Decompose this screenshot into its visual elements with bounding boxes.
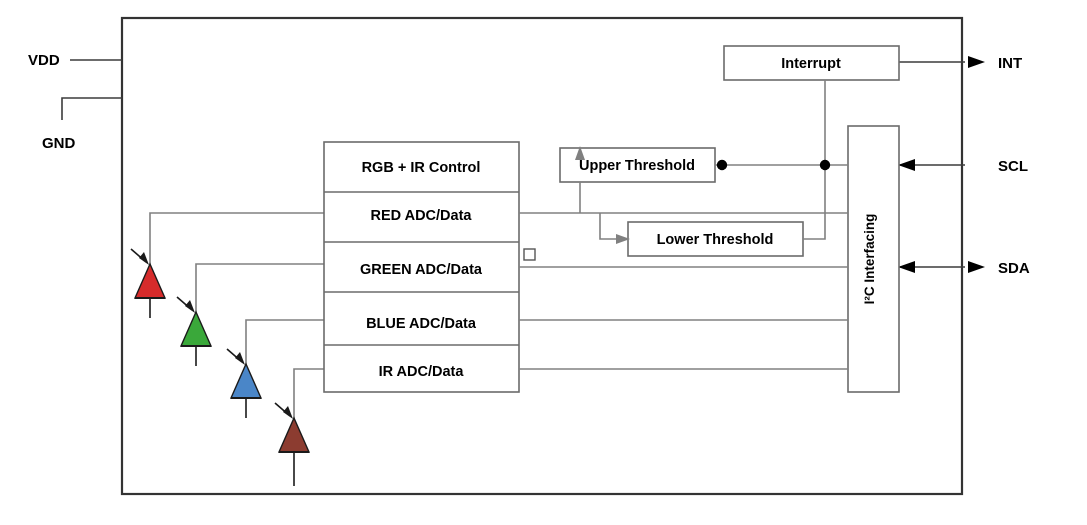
pin-label-vdd: VDD [28,52,60,69]
pin-label-int: INT [998,55,1023,72]
gnd-wire [62,98,122,120]
block-label-control: RGB + IR Control [361,160,481,176]
junction-dot-upper [717,160,727,170]
block-label-green: GREEN ADC/Data [360,262,482,278]
pin-label-sda: SDA [998,260,1030,277]
pin-label-gnd: GND [42,135,76,152]
block-label-i2c: I²C Interfacing [862,213,877,305]
pin-label-scl: SCL [998,158,1028,175]
block-label-ir: IR ADC/Data [378,364,464,380]
chip-boundary [122,18,962,494]
block-label-upper-threshold: Upper Threshold [578,158,696,174]
block-label-blue: BLUE ADC/Data [366,316,476,332]
junction-dot-interrupt [820,160,830,170]
bus-marker-icon [524,249,535,260]
block-label-red: RED ADC/Data [370,208,472,224]
block-label-lower-threshold: Lower Threshold [656,232,774,248]
sda-out-arrow-icon [968,261,985,273]
block-label-interrupt: Interrupt [781,56,841,72]
int-arrow-icon [968,56,985,68]
